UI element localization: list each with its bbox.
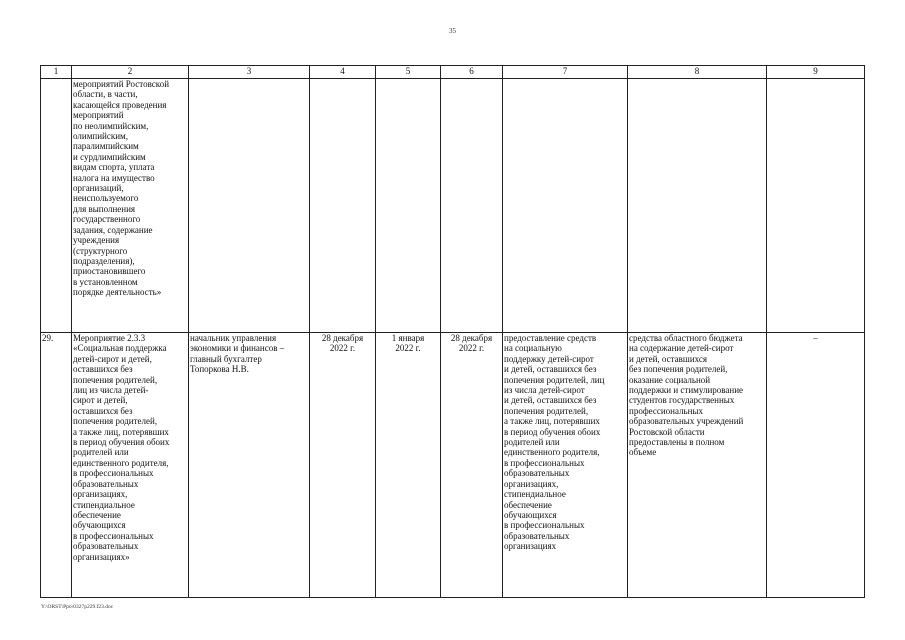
- column-number: 8: [628, 66, 767, 79]
- row-number-cell: 29.: [41, 333, 72, 598]
- description-cell: [503, 79, 628, 333]
- column-number: 9: [767, 66, 865, 79]
- column-number: 1: [41, 66, 72, 79]
- end-date-cell: 28 декабря 2022 г.: [441, 333, 503, 598]
- date-cell: [441, 79, 503, 333]
- activity-name-cell: Мероприятие 2.3.3 «Социальная поддержка детей-сирот и детей, оставшихся без попечения родителей, лиц из числа детей- сирот и детей, оставшихся без попечения родителей, а также лиц, потерявших в период обучения обоих родителей или единственного родителя, в профессиональных образовательных организациях, стипендиальное обеспечение обучающихся в профессиональных образовательных организациях»: [72, 333, 189, 598]
- start-date-cell: 1 января 2022 г.: [376, 333, 441, 598]
- table-row-29: [41, 333, 865, 598]
- column-number: 3: [189, 66, 310, 79]
- deadline-date-cell: 28 декабря 2022 г.: [310, 333, 376, 598]
- notes-cell: –: [767, 333, 865, 598]
- plan-table: [40, 65, 865, 598]
- date-cell: [310, 79, 376, 333]
- activity-name-cell: мероприятий Ростовской области, в части, касающейся проведения мероприятий по неолимпийским, олимпийским, паралимпийским и сурдлимпийским видам спорта, уплата налога на имущество организаций, неиспользуемого для выполнения государственного задания, содержание учреждения (структурного подразделения), приостановившего в установленном порядке деятельность»: [72, 79, 189, 333]
- result-cell: [628, 79, 767, 333]
- page-number: 35: [449, 27, 456, 35]
- file-path-footer: Y:\ORST\Ppo\0327p229.f23.doc: [41, 604, 114, 610]
- responsible-person-cell: [189, 79, 310, 333]
- column-number: 6: [441, 66, 503, 79]
- column-number: 2: [72, 66, 189, 79]
- notes-cell: [767, 79, 865, 333]
- column-number: 5: [376, 66, 441, 79]
- column-number-row: [41, 66, 865, 79]
- responsible-person-cell: начальник управления экономики и финансов – главный бухгалтер Топоркова Н.В.: [189, 333, 310, 598]
- row-number-cell: [41, 79, 72, 333]
- column-number: 4: [310, 66, 376, 79]
- table-row-continuation: [41, 79, 865, 333]
- description-cell: предоставление средств на социальную поддержку детей-сирот и детей, оставшихся без попечения родителей, лиц из числа детей-сирот и детей, оставшихся без попечения родителей, а также лиц, потерявших в период обучения обоих родителей или единственного родителя, в профессиональных образовательных организациях, стипендиальное обеспечение обучающихся в профессиональных образовательных организациях: [503, 333, 628, 598]
- result-cell: средства областного бюджета на содержание детей-сирот и детей, оставшихся без попечения родителей, оказание социальной поддержки и стимулирование студентов государственных профессиональных образовательных учреждений Ростовской области предоставлены в полном объеме: [628, 333, 767, 598]
- column-number: 7: [503, 66, 628, 79]
- date-cell: [376, 79, 441, 333]
